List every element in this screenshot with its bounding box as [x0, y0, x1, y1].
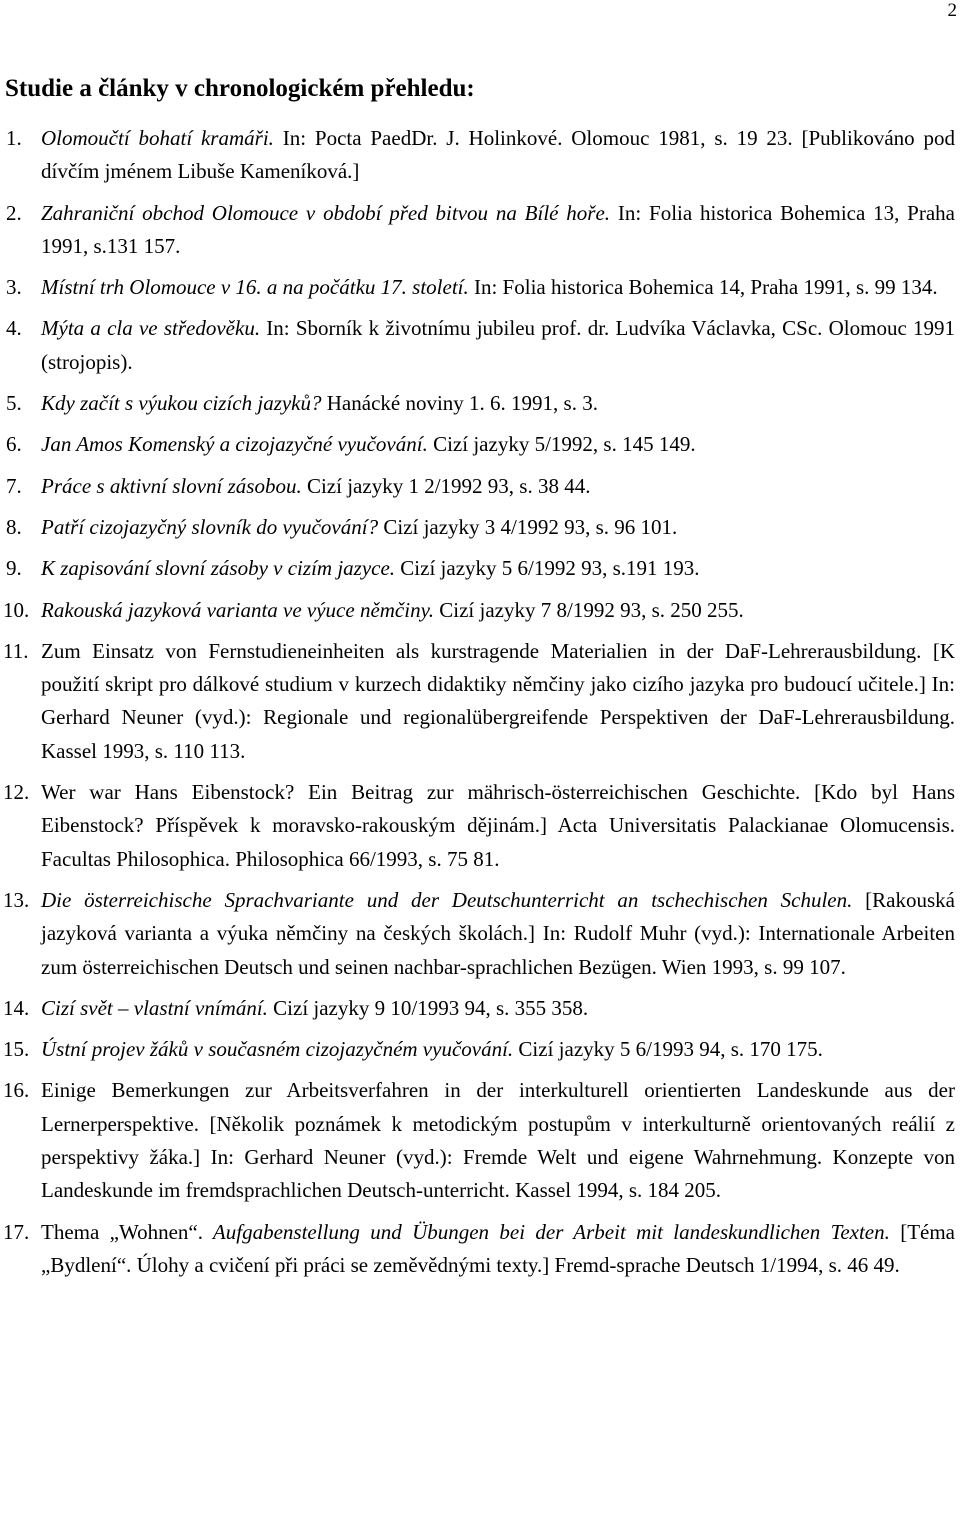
item-details: In: Pocta PaedDr. J. Holinkové. Olomouc 1981, s. 19 23. [Publikováno pod dívčím jménem Libuše Kameníková.] [41, 126, 955, 184]
item-number: 6. [6, 432, 22, 457]
list-item [0, 1074, 960, 1207]
list-item [0, 428, 960, 461]
item-number: 14. [3, 995, 30, 1020]
list-item [0, 1216, 960, 1283]
item-details: In: Sborník k životnímu jubileu prof. dr. Ludvíka Václavka, CSc. Olomouc 1991 (strojopis). [41, 316, 955, 374]
item-title: Patří cizojazyčný slovník do vyučování? [41, 514, 379, 539]
list-item [0, 552, 960, 585]
list-item [0, 271, 960, 304]
item-number: 1. [6, 126, 22, 150]
item-title: Práce s aktivní slovní zásobou. [41, 473, 302, 498]
item-title: Aufgabenstellung und Übungen bei der Arbeit mit landeskundlichen Texten. [202, 1219, 890, 1244]
item-number: 16. [3, 1078, 30, 1103]
item-title: Ústní projev žáků v současném cizojazyčném vyučování. [41, 1037, 514, 1062]
item-title: Cizí svět – vlastní vnímání. [41, 995, 268, 1020]
item-details: Zum Einsatz von Fernstudieneinheiten als kurstragende Materialien in der DaF-Lehrerausbildung. [K použití skript pro dálkové studium v kurzech didaktiky němčiny jako cizího jazyka pro budoucí učitele.] In: Gerhard Neuner (vyd.): Regionale und regionalübergreifende Perspektiven der DaF-Lehrerausbildung. Kassel 1993, s. 110 113. [41, 638, 955, 763]
list-item [0, 992, 960, 1025]
item-number: 8. [6, 514, 22, 539]
item-prefix: Thema „Wohnen“. [41, 1219, 203, 1244]
item-details: Cizí jazyky 5/1992, s. 145 149. [427, 432, 696, 457]
item-details: Cizí jazyky 7 8/1992 93, s. 250 255. [434, 597, 744, 622]
item-number: 4. [6, 316, 22, 341]
list-item [0, 776, 960, 876]
page-number: 2 [947, 0, 957, 21]
list-item [0, 122, 960, 189]
item-details: Cizí jazyky 5 6/1992 93, s.191 193. [395, 556, 700, 581]
list-item [0, 197, 960, 264]
publication-list [0, 122, 960, 1290]
page-heading: Studie a články v chronologickém přehledu: [5, 75, 475, 102]
item-number: 17. [3, 1219, 30, 1244]
item-details: Cizí jazyky 5 6/1993 94, s. 170 175. [513, 1037, 823, 1062]
item-details: Einige Bemerkungen zur Arbeitsverfahren in der interkulturell orientierten Landeskunde aus der Lernerperspektive. [Několik poznámek k metodickým postupům v interkulturně orientovaných reálií z perspektivy žáka.] In: Gerhard Neuner (vyd.): Fremde Welt und eigene Wahrnehmung. Konzepte von Landeskunde im fremdsprachlichen Deutsch-unterricht. Kassel 1994, s. 184 205. [41, 1078, 955, 1203]
item-title: Mýta a cla ve středověku. [41, 316, 261, 341]
list-item [0, 594, 960, 627]
list-item [0, 1033, 960, 1066]
item-number: 11. [3, 638, 29, 663]
item-number: 2. [6, 200, 22, 225]
item-title: Jan Amos Komenský a cizojazyčné vyučování. [41, 432, 428, 457]
list-item [0, 635, 960, 768]
item-number: 13. [3, 887, 30, 912]
item-number: 7. [6, 473, 22, 498]
item-number: 15. [3, 1037, 30, 1062]
item-number: 5. [6, 391, 22, 416]
item-details: Cizí jazyky 1 2/1992 93, s. 38 44. [301, 473, 591, 498]
item-details: In: Folia historica Bohemica 13, Praha 1991, s.131 157. [41, 200, 955, 258]
list-item [0, 884, 960, 984]
item-number: 10. [3, 597, 30, 622]
item-details: Cizí jazyky 3 4/1992 93, s. 96 101. [378, 514, 678, 539]
list-item [0, 511, 960, 544]
item-title: Olomoučtí bohatí kramáři. [41, 126, 274, 150]
item-details: Hanácké noviny 1. 6. 1991, s. 3. [321, 391, 598, 416]
list-item [0, 387, 960, 420]
item-details: In: Folia historica Bohemica 14, Praha 1991, s. 99 134. [468, 275, 938, 300]
item-details: Wer war Hans Eibenstock? Ein Beitrag zur mährisch-österreichischen Geschichte. [Kdo byl Hans Eibenstock? Příspěvek k moravsko-rakouským dějinám.] Acta Universitatis Palackianae Olomucensis. Facultas Philosophica. Philosophica 66/1993, s. 75 81. [41, 780, 955, 871]
item-number: 12. [3, 780, 30, 805]
item-title: Rakouská jazyková varianta ve výuce němčiny. [41, 597, 435, 622]
item-title: Zahraniční obchod Olomouce v období před bitvou na Bílé hoře. [41, 200, 611, 225]
list-item [0, 470, 960, 503]
item-title: Místní trh Olomouce v 16. a na počátku 17. století. [41, 275, 469, 300]
item-number: 9. [6, 556, 22, 581]
item-number: 3. [6, 275, 22, 300]
item-details: [Rakouská jazyková varianta a výuka němčiny na českých školách.] In: Rudolf Muhr (vyd.): Internationale Arbeiten zum österreichischen Deutsch und seinen nachbar-sprachlichen Bezügen. Wien 1993, s. 99 107. [41, 887, 955, 979]
list-item [0, 312, 960, 379]
item-details: Cizí jazyky 9 10/1993 94, s. 355 358. [267, 995, 589, 1020]
item-title: Kdy začít s výukou cizích jazyků? [41, 391, 322, 416]
item-title: Die österreichische Sprachvariante und der Deutschunterricht an tschechischen Schulen. [41, 887, 853, 912]
item-details: [Téma „Bydlení“. Úlohy a cvičení při práci se zeměvědnými texty.] Fremd-sprache Deutsch 1/1994, s. 46 49. [41, 1219, 955, 1277]
item-title: K zapisování slovní zásoby v cizím jazyce. [41, 556, 396, 581]
